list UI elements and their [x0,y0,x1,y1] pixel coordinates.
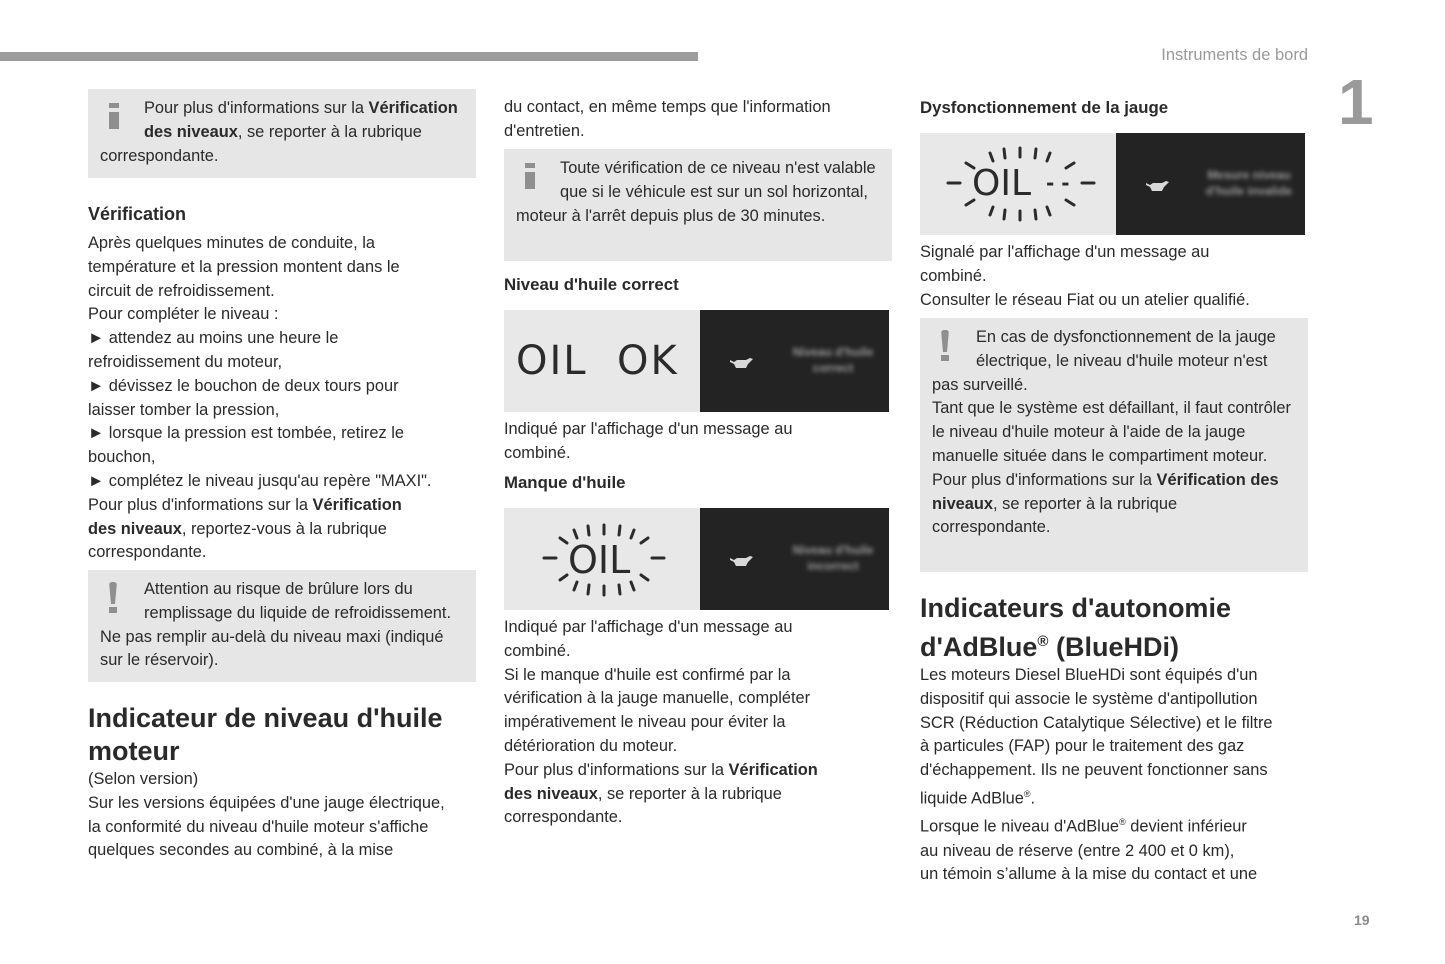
continuation-text [504,96,894,144]
text-line: liquide AdBlue®. [920,788,1036,808]
info-note-level-check [504,149,892,261]
bullet-line: ► lorsque la pression est tombée, retirez le [88,424,404,443]
text-line: Lorsque le niveau d'AdBlue® devient inférieur [920,817,1247,836]
text-line: du contact, en même temps que l'information [504,98,831,116]
oil-ok-text: OIL OK [516,338,679,384]
display-screen-right [700,310,889,412]
info-note-verification [88,89,476,178]
oil-can-icon [1144,179,1170,193]
text-line: à particules (FAP) pour le traitement des gaz [920,737,1245,756]
chapter-number: 1 [1338,66,1374,138]
text-line: vérification à la jauge manuelle, compléter [504,689,811,708]
oil-low-text: OIL [568,538,631,582]
info-icon [100,97,144,133]
verification-heading: Vérification [88,204,187,224]
reference-line: correspondante. [88,543,207,562]
text-line: température et la pression montent dans le [88,257,400,276]
oil-can-icon [728,554,754,568]
text-line: Après quelques minutes de conduite, la [88,234,376,252]
text-line: Les moteurs Diesel BlueHDi sont équipés d'un [920,666,1258,684]
oil-correct-heading: Niveau d'huile correct [504,275,679,294]
text-line: la conformité du niveau d'huile moteur s'affiche [88,817,429,836]
display-screen-right [1116,133,1305,235]
header-rule [0,52,698,61]
display-message: Niveau d'huile correct [792,345,874,375]
text-line: combiné. [504,443,571,462]
oil-indicator-heading-line2: moteur [88,736,180,766]
display-oil-low [504,508,889,610]
text-line: Pour compléter le niveau : [88,305,279,324]
display-message: Niveau d'huile incorrect [792,543,874,573]
reference-line: des niveaux, reportez-vous à la rubrique [88,519,387,538]
text-line: Signalé par l'affichage d'un message au [920,243,1210,261]
warning-icon [100,578,144,614]
warning-note-text: Tant que le système est défaillant, il faut contrôler le niveau d'huile moteur à l'aide de la jauge manuelle située dans le compartiment moteur. [932,399,1291,465]
bullet-line: ► dévissez le bouchon de deux tours pour [88,376,399,395]
oil-indicator-section [88,702,480,863]
display-screen-left [504,310,700,412]
text-line: dispositif qui associe le système d'antipollution [920,689,1258,708]
reference-line: des niveaux, se reporter à la rubrique [504,784,782,803]
info-note-text: Toute vérification de ce niveau n'est valable que si le véhicule est sur un sol horizontal, moteur à l'arrêt depuis plus de 30 minutes. [516,159,876,225]
text-line: combiné. [504,641,571,660]
warning-icon [932,326,976,362]
text-line: Consulter le réseau Fiat ou un atelier qualifié. [920,290,1250,309]
warning-note-text: Attention au risque de brûlure lors du remplissage du liquide de refroidissement. Ne pas remplir au-delà du niveau maxi (indiqué sur le réservoir). [100,580,452,670]
text-line: combiné. [920,266,987,285]
text-line: quelques secondes au combiné, à la mise [88,841,394,860]
verification-section [88,202,480,565]
oil-low-heading: Manque d'huile [504,473,626,492]
bullet-line: ► complétez le niveau jusqu'au repère "MAXI". [88,471,432,490]
reference-line: Pour plus d'informations sur la Vérification [88,495,402,514]
page-number: 19 [1354,912,1370,928]
text-line: détérioration du moteur. [504,736,678,755]
oil-correct-text [504,418,894,466]
text-line: impérativement le niveau pour éviter la [504,713,786,732]
display-screen-right [700,508,889,610]
oil-fault-text: OIL [972,163,1032,204]
info-note-text: Pour plus d'informations sur la Vérification des niveaux, se reporter à la rubrique correspondante. [100,99,458,165]
text-line: un témoin s’allume à la mise du contact et une [920,865,1258,884]
text-line: refroidissement du moteur, [88,352,283,371]
warning-note-burn [88,570,476,682]
adblue-section [920,592,1310,887]
text-line: (Selon version) [88,770,199,788]
text-line: laisser tomber la pression, [88,400,280,419]
reference-line: Pour plus d'informations sur la Vérification des niveaux, se reporter à la rubrique correspondante. [932,470,1279,537]
text-line: d'entretien. [504,121,585,140]
text-line: d'échappement. Ils ne peuvent fonctionner sans [920,761,1268,780]
text-line: Sur les versions équipées d'une jauge électrique, [88,793,445,812]
bullet-line: ► attendez au moins une heure le [88,329,339,348]
section-title: Instruments de bord [1161,46,1308,64]
reference-line: correspondante. [504,808,623,827]
warning-note-gauge [920,318,1308,572]
oil-fault-dashes: - - [1046,171,1070,195]
adblue-heading-line1: Indicateurs d'autonomie [920,593,1231,623]
text-line: Indiqué par l'affichage d'un message au [504,618,793,636]
oil-low-text [504,616,894,830]
gauge-fault-heading: Dysfonctionnement de la jauge [920,98,1169,117]
oil-can-icon [728,356,754,370]
display-screen-left [920,133,1116,235]
text-line: Si le manque d'huile est confirmé par la [504,665,791,684]
text-line: bouchon, [88,448,156,467]
display-message: Mesure niveau d'huile invalide [1205,168,1293,198]
info-icon [516,157,560,193]
text-line: SCR (Réduction Catalytique Sélective) et le filtre [920,713,1273,732]
adblue-heading-line2: d'AdBlue® (BlueHDi) [920,632,1179,662]
display-gauge-fault [920,133,1305,235]
text-line: circuit de refroidissement. [88,281,275,300]
display-screen-left [504,508,700,610]
text-line: Indiqué par l'affichage d'un message au [504,420,793,438]
warning-note-text: En cas de dysfonctionnement de la jauge électrique, le niveau d'huile moteur n'est pas surveillé. [932,328,1276,394]
gauge-fault-text [920,241,1310,312]
oil-indicator-heading-line1: Indicateur de niveau d'huile [88,703,443,733]
display-oil-ok [504,310,889,412]
reference-line: Pour plus d'informations sur la Vérification [504,760,818,779]
text-line: au niveau de réserve (entre 2 400 et 0 km), [920,841,1235,860]
